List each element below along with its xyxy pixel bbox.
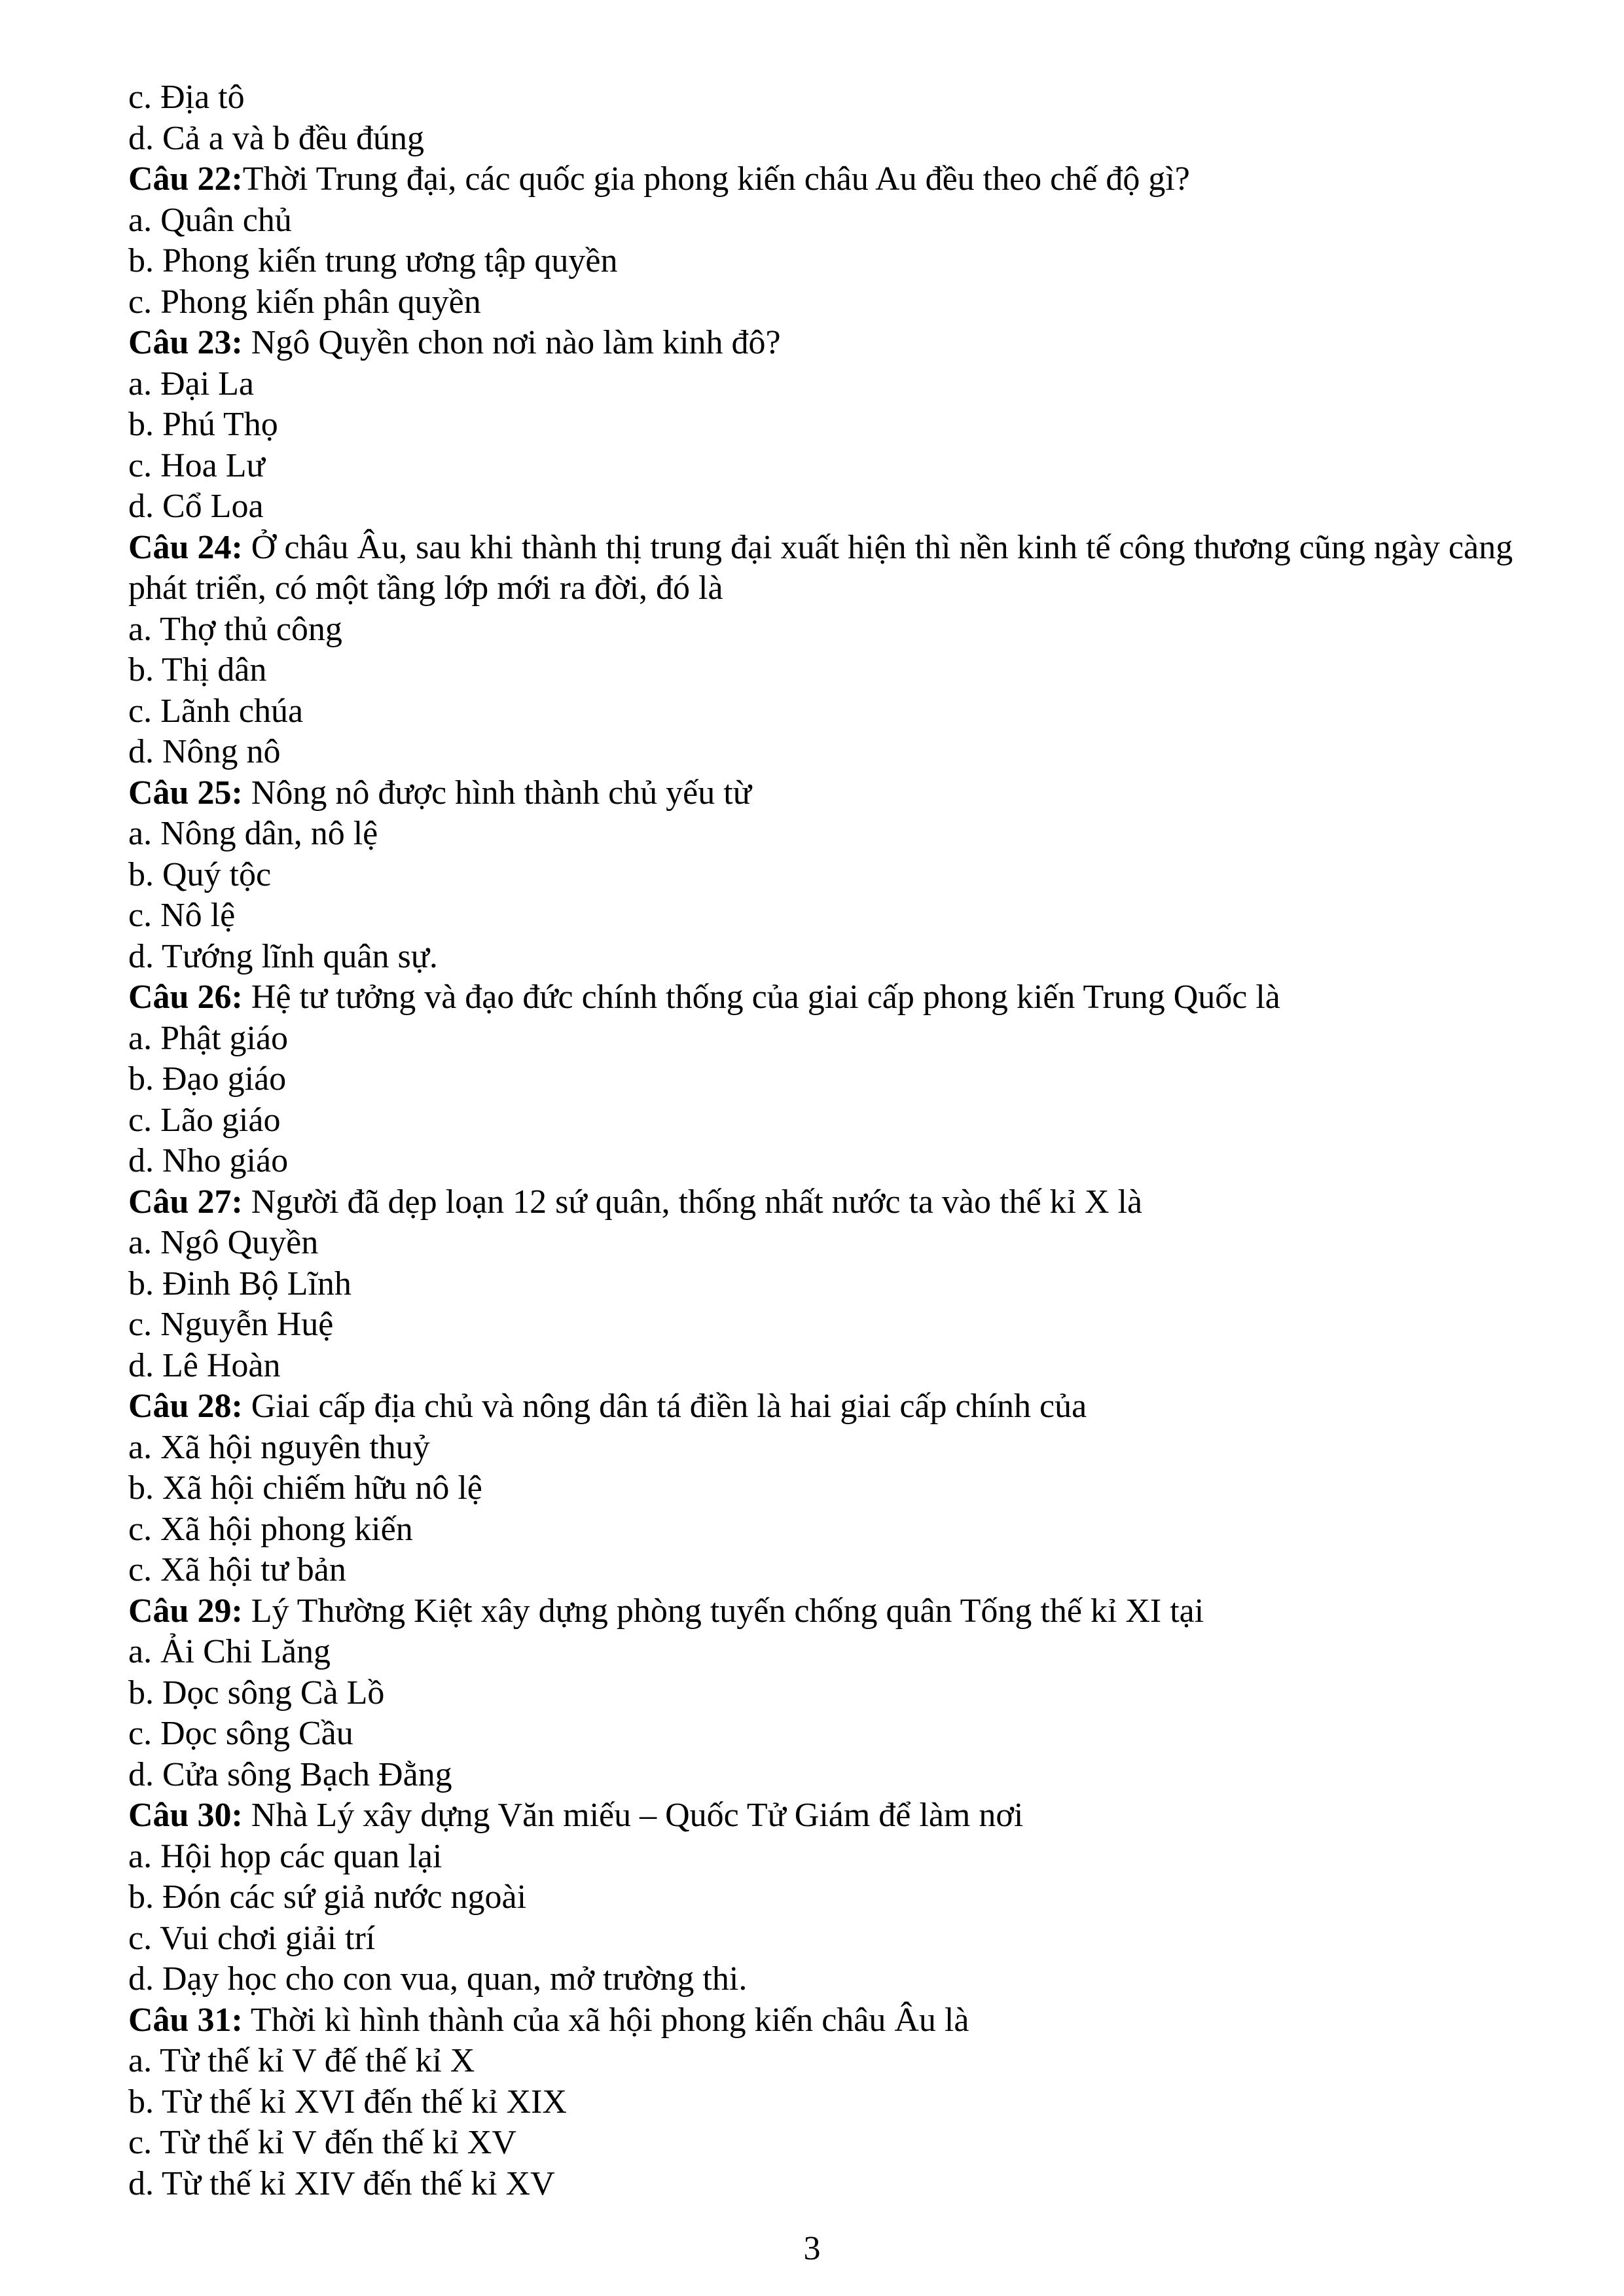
option: b. Đón các sứ giả nước ngoài [128, 1878, 527, 1916]
question-23 [128, 323, 1575, 528]
option: b. Đạo giáo [128, 1060, 287, 1098]
question-text: Hệ tư tưởng và đạo đức chính thống của giai cấp phong kiến Trung Quốc là [242, 978, 1280, 1016]
option: a. Đại La [128, 365, 255, 403]
option: b. Xã hội chiếm hữu nô lệ [128, 1469, 482, 1507]
option: c. Từ thế kỉ V đến thế kỉ XV [128, 2124, 516, 2161]
question-25 [128, 773, 1575, 978]
option: b. Dọc sông Cà Lồ [128, 1674, 385, 1712]
option: c. Nguyễn Huệ [128, 1306, 334, 1343]
question-text: Thời kì hình thành của xã hội phong kiến châu Âu là [242, 2001, 969, 2039]
question-line [128, 773, 1575, 814]
question-label: Câu 24: [128, 528, 243, 566]
question-label: Câu 23: [128, 324, 243, 361]
question-text: Thời Trung đại, các quốc gia phong kiến châu Au đều theo chế độ gì? [242, 160, 1190, 198]
question-line [128, 2000, 1575, 2041]
option: a. Nông dân, nô lệ [128, 815, 378, 852]
question-line [128, 1182, 1575, 1223]
question-text: Giai cấp địa chủ và nông dân tá điền là hai giai cấp chính của [242, 1388, 1087, 1425]
question-line [128, 323, 1575, 364]
option: d. Cả a và b đều đúng [128, 119, 425, 157]
option: c. Hoa Lư [128, 446, 265, 484]
question-28 [128, 1386, 1575, 1591]
question-text: Ngô Quyền chon nơi nào làm kinh đô? [242, 324, 781, 361]
option: a. Phật giáo [128, 1019, 289, 1057]
option: b. Phú Thọ [128, 406, 278, 443]
question-line [128, 977, 1575, 1018]
question-text: Nhà Lý xây dựng Văn miếu – Quốc Tử Giám để làm nơi [242, 1797, 1024, 1834]
option: a. Xã hội nguyên thuỷ [128, 1428, 430, 1466]
page-number: 3 [803, 2230, 821, 2267]
question-27 [128, 1182, 1575, 1387]
option: c. Lãnh chúa [128, 692, 304, 730]
question-29 [128, 1591, 1575, 1796]
option: d. Nho giáo [128, 1142, 289, 1179]
option: a. Ải Chi Lăng [128, 1633, 331, 1670]
question-text: Ở châu Âu, sau khi thành thị trung đại xuất hiện thì nền kinh tế công thương cũng ngày càng phát triển, có một tầng lớp mới ra đời, đó là [128, 528, 1513, 607]
option: a. Hội họp các quan lại [128, 1837, 442, 1875]
leading-options [128, 77, 1575, 159]
question-line [128, 1795, 1575, 1837]
option: a. Quân chủ [128, 201, 292, 239]
question-label: Câu 22: [128, 160, 243, 198]
question-line [128, 1386, 1575, 1427]
question-label: Câu 26: [128, 978, 243, 1016]
option: d. Lê Hoàn [128, 1346, 281, 1384]
option: b. Thị dân [128, 651, 267, 689]
option: b. Phong kiến trung ương tập quyền [128, 242, 618, 279]
question-31 [128, 2000, 1575, 2205]
question-line [128, 528, 1575, 609]
question-22 [128, 159, 1575, 323]
question-line [128, 159, 1575, 200]
option: a. Từ thế kỉ V đế thế kỉ X [128, 2042, 475, 2079]
option: b. Từ thế kỉ XVI đến thế kỉ XIX [128, 2083, 567, 2121]
option: a. Ngô Quyền [128, 1224, 319, 1261]
question-label: Câu 28: [128, 1388, 243, 1425]
question-label: Câu 29: [128, 1592, 243, 1630]
option: d. Tướng lĩnh quân sự. [128, 937, 438, 975]
option: c. Dọc sông Cầu [128, 1715, 353, 1752]
option: d. Cửa sông Bạch Đằng [128, 1755, 452, 1793]
option: c. Lão giáo [128, 1101, 281, 1139]
document-page [128, 77, 1575, 2204]
question-26 [128, 977, 1575, 1182]
option: c. Xã hội tư bản [128, 1551, 346, 1588]
question-line [128, 1591, 1575, 1632]
option: c. Nô lệ [128, 897, 236, 934]
option: c. Vui chơi giải trí [128, 1919, 376, 1957]
option: d. Nông nô [128, 733, 281, 770]
option: d. Cổ Loa [128, 488, 264, 525]
question-label: Câu 25: [128, 774, 243, 812]
question-label: Câu 27: [128, 1183, 243, 1221]
option: d. Từ thế kỉ XIV đến thế kỉ XV [128, 2164, 555, 2202]
option: c. Phong kiến phân quyền [128, 283, 481, 321]
question-text: Nông nô được hình thành chủ yếu từ [242, 774, 751, 812]
question-30 [128, 1795, 1575, 2000]
option: b. Đinh Bộ Lĩnh [128, 1265, 352, 1302]
option: a. Thợ thủ công [128, 610, 342, 648]
option: c. Địa tô [128, 79, 245, 116]
question-text: Người đã dẹp loạn 12 sứ quân, thống nhất nước ta vào thế kỉ X là [242, 1183, 1143, 1221]
option: c. Xã hội phong kiến [128, 1510, 413, 1548]
question-text: Lý Thường Kiệt xây dựng phòng tuyến chống quân Tống thế kỉ XI tại [242, 1592, 1204, 1630]
question-label: Câu 31: [128, 2001, 243, 2039]
option: b. Quý tộc [128, 855, 272, 893]
question-label: Câu 30: [128, 1797, 243, 1834]
option: d. Dạy học cho con vua, quan, mở trường thi. [128, 1960, 748, 1998]
question-24 [128, 528, 1575, 773]
